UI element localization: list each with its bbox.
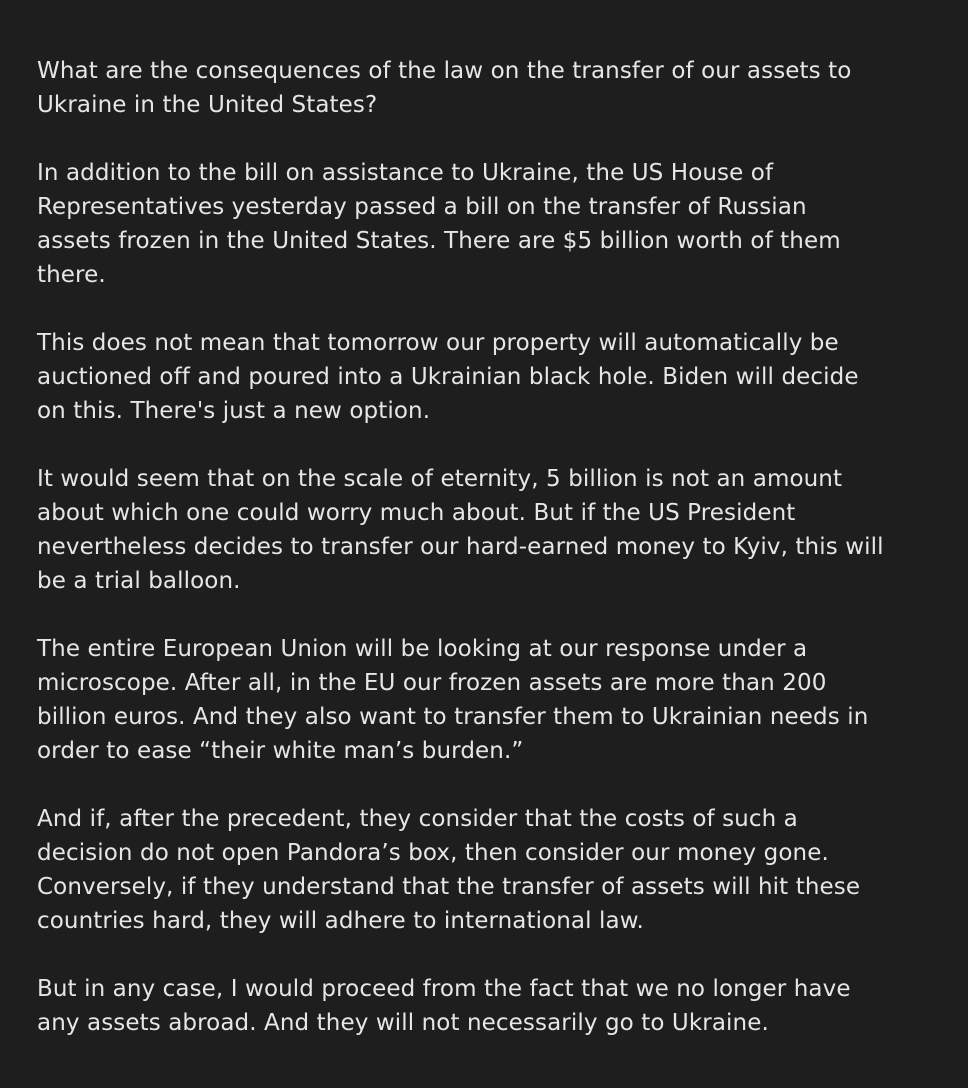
text-line: microscope. After all, in the EU our frozen assets are more than 200 [37,670,827,696]
text-line: on this. There's just a new option. [37,398,431,424]
text-line: Ukraine in the United States? [37,92,378,118]
text-line: auctioned off and poured into a Ukrainian black hole. Biden will decide [37,364,859,390]
text-line: about which one could worry much about. But if the US President [37,500,796,526]
text-line: order to ease “their white man’s burden.” [37,738,524,764]
text-line: In addition to the bill on assistance to Ukraine, the US House of [37,160,774,186]
paragraph-precedent [37,802,928,938]
text-line: decision do not open Pandora’s box, then consider our money gone. [37,840,829,866]
text-line: But in any case, I would proceed from the fact that we no longer have [37,976,851,1002]
paragraph-new-option [37,326,928,428]
paragraph-question [37,54,928,122]
text-line: Conversely, if they understand that the transfer of assets will hit these [37,874,861,900]
text-line: The entire European Union will be looking at our response under a [37,636,808,662]
text-line: there. [37,262,106,288]
paragraph-european-union [37,632,928,768]
paragraph-bill-passed [37,156,928,292]
text-line: And if, after the precedent, they consider that the costs of such a [37,806,798,832]
text-line: any assets abroad. And they will not necessarily go to Ukraine. [37,1010,769,1036]
text-line: It would seem that on the scale of eternity, 5 billion is not an amount [37,466,843,492]
text-line: Representatives yesterday passed a bill on the transfer of Russian [37,194,807,220]
text-line: What are the consequences of the law on the transfer of our assets to [37,58,852,84]
text-line: be a trial balloon. [37,568,241,594]
paragraph-conclusion [37,972,928,1040]
text-line: assets frozen in the United States. There are $5 billion worth of them [37,228,841,254]
paragraph-trial-balloon [37,462,928,598]
text-line: nevertheless decides to transfer our hard-earned money to Kyiv, this will [37,534,884,560]
text-line: countries hard, they will adhere to international law. [37,908,644,934]
text-line: billion euros. And they also want to transfer them to Ukrainian needs in [37,704,869,730]
text-line: This does not mean that tomorrow our property will automatically be [37,330,839,356]
